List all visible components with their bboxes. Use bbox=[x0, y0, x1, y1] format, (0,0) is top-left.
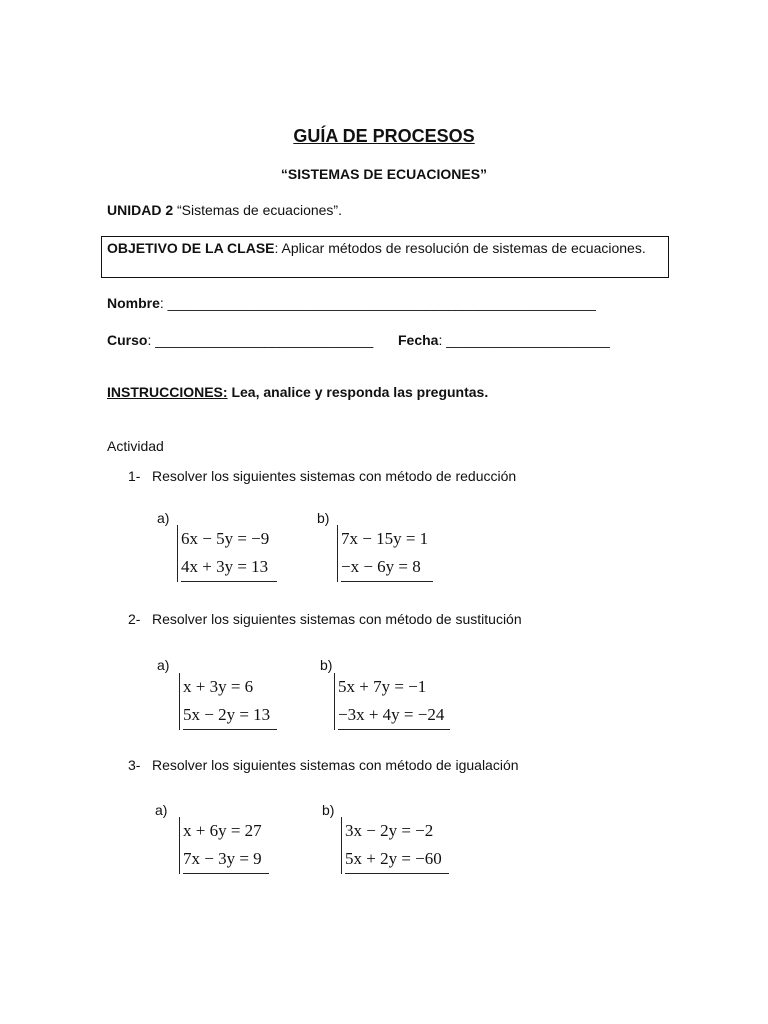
activity-title: Actividad bbox=[107, 438, 164, 454]
activity-item-2 bbox=[128, 611, 522, 627]
equation-system bbox=[179, 817, 269, 874]
fecha-row bbox=[398, 332, 610, 348]
equation-system bbox=[337, 525, 433, 582]
equation-system bbox=[179, 673, 277, 730]
system-label: a) bbox=[157, 657, 170, 673]
fecha-field[interactable]: : _____________________ bbox=[438, 332, 610, 348]
equation: 6x − 5y = −9 bbox=[181, 529, 270, 548]
system-label: b) bbox=[322, 802, 335, 818]
equation: −3x + 4y = −24 bbox=[338, 701, 450, 730]
equation: 5x + 7y = −1 bbox=[338, 677, 427, 696]
page-title: GUÍA DE PROCESOS bbox=[293, 126, 475, 146]
nombre-field[interactable]: : _______________________________________________________ bbox=[159, 295, 596, 311]
item-number: 3- bbox=[128, 757, 141, 773]
item-text: Resolver los siguientes sistemas con método de reducción bbox=[152, 468, 517, 484]
curso-field[interactable]: : ____________________________ bbox=[147, 332, 374, 348]
instructions-text: Lea, analice y responda las preguntas. bbox=[227, 384, 489, 400]
equation-system bbox=[177, 525, 277, 582]
curso-row bbox=[107, 332, 373, 348]
equation: −x − 6y = 8 bbox=[341, 553, 433, 582]
item-text: Resolver los siguientes sistemas con método de igualación bbox=[152, 757, 519, 773]
equation-system bbox=[341, 817, 449, 874]
activity-item-1 bbox=[128, 468, 516, 484]
objective-box bbox=[101, 236, 669, 278]
equation: x + 6y = 27 bbox=[183, 821, 262, 840]
page-subtitle: “SISTEMAS DE ECUACIONES” bbox=[280, 166, 488, 182]
activity-item-3 bbox=[128, 757, 519, 773]
objective-text: : Aplicar métodos de resolución de sistemas de ecuaciones. bbox=[274, 240, 646, 256]
equation: 5x + 2y = −60 bbox=[345, 845, 449, 874]
item-number: 2- bbox=[128, 611, 141, 627]
equation: 4x + 3y = 13 bbox=[181, 553, 277, 582]
system-label: b) bbox=[317, 510, 330, 526]
instructions bbox=[107, 384, 488, 400]
unidad-line bbox=[107, 202, 342, 218]
fecha-label: Fecha bbox=[398, 332, 439, 348]
curso-label: Curso bbox=[107, 332, 148, 348]
system-label: a) bbox=[157, 510, 170, 526]
equation: 7x − 15y = 1 bbox=[341, 529, 429, 548]
unidad-text: “Sistemas de ecuaciones”. bbox=[173, 202, 342, 218]
nombre-label: Nombre bbox=[107, 295, 160, 311]
system-label: b) bbox=[320, 657, 333, 673]
item-text: Resolver los siguientes sistemas con método de sustitución bbox=[152, 611, 522, 627]
equation: 7x − 3y = 9 bbox=[183, 845, 269, 874]
nombre-row bbox=[107, 295, 596, 311]
system-label: a) bbox=[155, 802, 168, 818]
objective-label: OBJETIVO DE LA CLASE bbox=[107, 240, 275, 256]
instructions-label: INSTRUCCIONES: bbox=[107, 384, 228, 400]
equation: 3x − 2y = −2 bbox=[345, 821, 434, 840]
unidad-label: UNIDAD 2 bbox=[107, 202, 174, 218]
item-number: 1- bbox=[128, 468, 141, 484]
equation-system bbox=[334, 673, 450, 730]
equation: 5x − 2y = 13 bbox=[183, 701, 277, 730]
equation: x + 3y = 6 bbox=[183, 677, 254, 696]
